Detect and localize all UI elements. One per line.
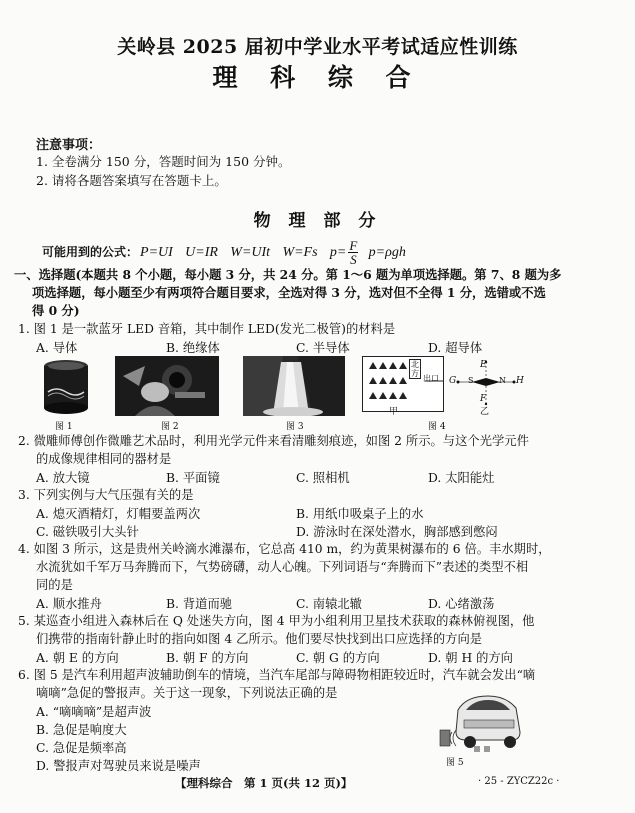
q1-option-d: D. 超导体 [428, 341, 483, 355]
q1-option-c: C. 半导体 [296, 341, 350, 355]
q2-option-b: B. 平面镜 [166, 471, 220, 485]
formula-pressure-prefix: p= [329, 245, 347, 260]
formula-work-electric: W=UIt [230, 245, 271, 260]
q2-stem-line2: 的成像规律相同的器材是 [36, 452, 172, 466]
formula-pressure-fraction [348, 239, 358, 266]
figure4-caption: 图 4 [428, 422, 446, 432]
part1-line1: 一、选择题(本题共 8 个小题，每小题 3 分，共 24 分。第 1～6 题为单项选择题。第 7、8 题为多 [14, 267, 562, 282]
compass-h-label: H [516, 376, 524, 386]
figure1-caption: 图 1 [55, 422, 73, 432]
formula-line [42, 239, 408, 266]
q3-option-b: B. 用纸巾吸桌子上的水 [296, 507, 424, 521]
compass-f-label: F [480, 394, 487, 404]
figure4-compass [449, 356, 524, 417]
q5-option-a: A. 朝 E 的方向 [36, 651, 119, 665]
figure2-caption: 图 2 [161, 422, 179, 432]
q1-stem: 1. 图 1 是一款蓝牙 LED 音箱，其中制作 LED(发光二极管)的材料是 [18, 322, 396, 336]
q4-option-d: D. 心绪激荡 [428, 597, 495, 611]
q4-option-c: C. 南辕北辙 [296, 597, 362, 611]
formula-ohm: U=IR [185, 245, 218, 260]
compass-n-label: N [499, 376, 506, 385]
compass-s-label: S [468, 376, 474, 385]
q2-option-d: D. 太阳能灶 [428, 471, 495, 485]
fraction-denominator: S [350, 252, 357, 267]
section-title: 物 理 部 分 [253, 211, 382, 231]
formula-liquid-pressure: p=ρgh [368, 245, 406, 260]
figure5-car-image [436, 692, 526, 754]
exam-title: 关岭县 2025 届初中学业水平考试适应性训练 [117, 36, 518, 58]
formula-power: P=UI [140, 245, 173, 260]
figure4-north-sign: 北方 [411, 360, 419, 378]
q1-option-b: B. 绝缘体 [166, 341, 220, 355]
figure3-caption: 图 3 [286, 422, 304, 432]
q3-option-c: C. 磁铁吸引大头针 [36, 525, 139, 539]
page-footer: 【理科综合 第 1 页(共 12 页)】 [175, 776, 353, 790]
q3-option-d: D. 游泳时在深处潜水，胸部感到憋闷 [296, 525, 498, 539]
compass-e-label: E [480, 360, 487, 370]
q4-option-b: B. 背道而驰 [166, 597, 233, 611]
formula-label: 可能用到的公式： [42, 245, 139, 259]
q2-stem: 2. 微雕师傅创作微雕艺术品时，利用光学元件来看清雕刻痕迹，如图 2 所示。与这个光学元件 [18, 434, 529, 448]
q6-option-d: D. 警报声对驾驶员来说是噪声 [36, 759, 201, 773]
part1-line2: 项选择题，每小题至少有两项符合题目要求，全选对得 3 分，选对但不全得 1 分，选错或不选 [32, 285, 546, 300]
compass-g-label: G [449, 376, 457, 386]
figure4-jia-label: 甲 [389, 407, 399, 417]
fraction-numerator: F [349, 238, 358, 253]
part1-line3: 得 0 分) [32, 303, 80, 318]
q6-option-a: A. “嘀嘀嘀”是超声波 [36, 705, 152, 719]
figure4-exit-label: 出口 [423, 374, 439, 383]
q6-line2: 嘀嘀”急促的警报声。关于这一现象，下列说法正确的是 [36, 686, 338, 700]
q5-line1: 5. 某巡查小组进入森林后在 Q 处迷失方向，图 4 甲为小组利用卫星技术获取的森林俯视图，他 [18, 614, 535, 628]
notice-item-1: 1. 全卷满分 150 分，答题时间为 150 分钟。 [36, 154, 291, 169]
q4-option-a: A. 顺水推舟 [36, 597, 102, 611]
q5-option-c: C. 朝 G 的方向 [296, 651, 380, 665]
formula-work: W=Fs [282, 245, 318, 260]
notice-item-2: 2. 请将各题答案填写在答题卡上。 [36, 173, 227, 188]
notice-heading: 注意事项： [36, 138, 102, 153]
q4-line3: 同的是 [36, 578, 73, 592]
q6-line1: 6. 图 5 是汽车利用超声波辅助倒车的情境，当汽车尾部与障碍物相距较近时，汽车就会发出“嘀 [18, 668, 536, 682]
figure2-carving-image [115, 356, 219, 416]
q1-option-a: A. 导体 [36, 341, 78, 355]
figure5-caption: 图 5 [446, 758, 464, 768]
figure3-waterfall-image [243, 356, 345, 416]
q6-option-b: B. 急促是响度大 [36, 723, 127, 737]
compass-yi-label: 乙 [480, 407, 490, 417]
q5-line2: 们携带的指南针静止时的指向如图 4 乙所示。他们要尽快找到出口应选择的方向是 [36, 632, 483, 646]
figure4-forest-map [362, 356, 444, 412]
q5-option-d: D. 朝 H 的方向 [428, 651, 513, 665]
q4-line1: 4. 如图 3 所示，这是贵州关岭滴水滩瀑布，它总高 410 m，约为黄果树瀑布的 6 倍。丰水期时， [18, 542, 551, 556]
subject-title: 理 科 综 合 [212, 63, 423, 92]
page-code: · 25 - ZYCZ22c · [478, 776, 560, 787]
q2-option-c: C. 照相机 [296, 471, 350, 485]
q5-option-b: B. 朝 F 的方向 [166, 651, 249, 665]
figure1-speaker-image [40, 358, 92, 416]
q2-option-a: A. 放大镜 [36, 471, 90, 485]
q3-stem: 3. 下列实例与大气压强有关的是 [18, 488, 194, 502]
q4-line2: 水流犹如千军万马奔腾而下，气势磅礴，动人心魄。下列词语与“奔腾而下”表述的类型不相 [36, 560, 529, 574]
q6-option-c: C. 急促是频率高 [36, 741, 127, 755]
q3-option-a: A. 熄灭酒精灯，灯帽要盖两次 [36, 507, 201, 521]
